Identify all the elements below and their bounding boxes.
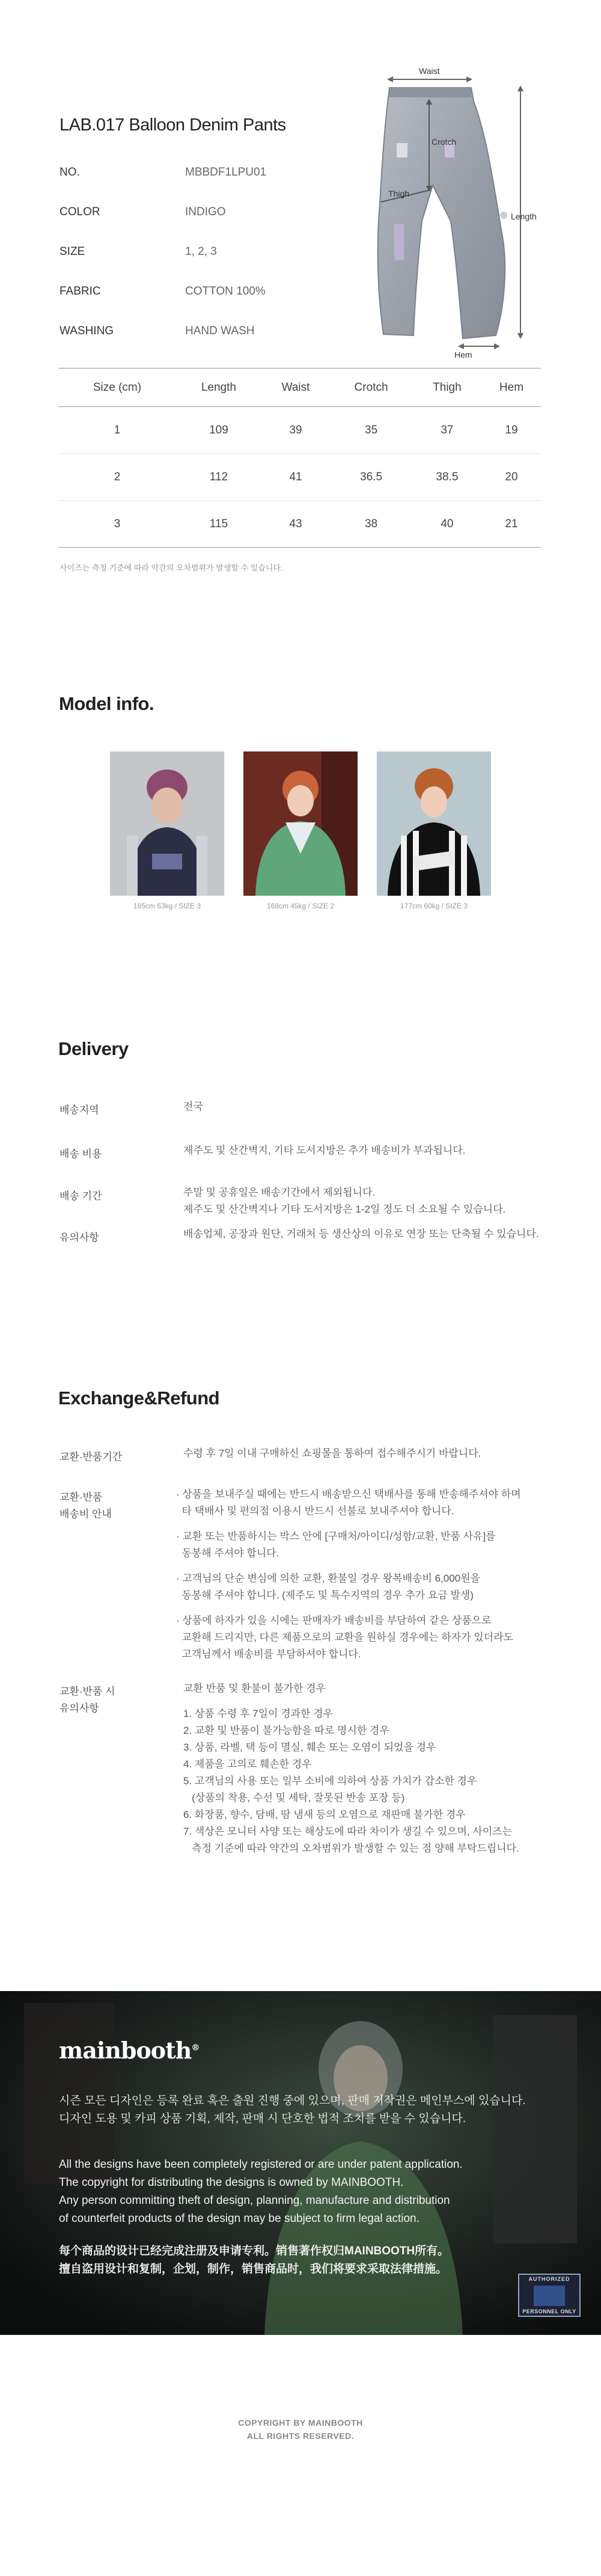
exchange-period-label: 교환·반품기간: [59, 1451, 123, 1463]
spec-value: 1, 2, 3: [185, 245, 217, 258]
copyright-line: 시즌 모든 디자인은 등록 완료 혹은 출원 진행 중에 있으며, 판매 저작권은 메인부스에 있습니다.: [59, 2094, 526, 2107]
delivery-label: 유의사항: [59, 1232, 99, 1243]
copyright-line: 디자인 도용 및 카피 상품 기획, 제작, 판매 시 단호한 법적 조치를 받을 수 있습니다.: [59, 2113, 466, 2125]
table-row: [58, 407, 541, 454]
table-cell: 40: [412, 501, 482, 548]
table-cell: 20: [482, 454, 541, 501]
spec-label: COLOR: [59, 206, 100, 218]
stamp-bottom-text: PERSONNEL ONLY: [522, 2308, 576, 2314]
copyright-line: All the designs have been completely registered or are under patent application.: [59, 2158, 463, 2171]
authorized-stamp: [518, 2274, 581, 2317]
table-row: [58, 501, 541, 548]
stamp-emblem-icon: [534, 2286, 565, 2306]
hem-label: Hem: [454, 350, 472, 359]
caution-label-line: 교환·반품 시: [59, 1686, 115, 1697]
copyright-line: of counterfeit products of the design may be subject to firm legal action.: [59, 2212, 419, 2225]
copyright-english: [59, 2156, 463, 2228]
length-label: Length: [511, 212, 537, 221]
table-cell: 38.5: [412, 454, 482, 501]
shipping-label-line: 교환·반품: [59, 1491, 103, 1503]
delivery-label: 배송 기간: [59, 1190, 102, 1202]
list-item: (상품의 착용, 수선 및 세탁, 잘못된 반송 포장 등): [183, 1792, 405, 1804]
list-item: 4. 제품을 고의로 훼손한 경우: [183, 1758, 312, 1770]
copyright-korean: [59, 2092, 526, 2128]
delivery-label: 배송 비용: [59, 1148, 102, 1160]
table-row: [58, 454, 541, 501]
model-caption: 185cm 63kg / SIZE 3: [133, 902, 201, 910]
table-cell: 115: [176, 501, 261, 548]
list-item: 5. 고객님의 사용 또는 일부 소비에 의하여 상품 가치가 감소한 경우: [183, 1775, 477, 1787]
copyright-line: 擅自盗用设计和复制，企划，制作，销售商品时，我们将要求采取法律措施。: [59, 2263, 448, 2275]
list-item: 7. 색상은 모니터 사양 또는 해상도에 따라 차이가 생길 수 있으며, 사이즈는: [183, 1826, 513, 1837]
caution-label-line: 유의사항: [59, 1703, 99, 1714]
thigh-label: Thigh: [388, 189, 410, 198]
caution-label: [59, 1683, 115, 1717]
size-table: [58, 368, 541, 548]
table-cell: 3: [58, 501, 176, 548]
list-item: 1. 상품 수령 후 7일이 경과한 경우: [183, 1708, 334, 1719]
table-cell: 39: [261, 407, 330, 454]
size-table-header: Size (cm): [58, 369, 176, 407]
copyright-banner: [0, 1991, 601, 2335]
delivery-title: Delivery: [58, 1038, 129, 1059]
list-item: 3. 상품, 라벨, 택 등이 멸실, 훼손 또는 오염이 되었을 경우: [183, 1742, 436, 1753]
waist-label: Waist: [419, 66, 440, 76]
table-cell: 112: [176, 454, 261, 501]
copyright-line-1: COPYRIGHT BY MAINBOOTH: [238, 2418, 363, 2428]
shipping-label: [59, 1489, 112, 1523]
model-caption: 168cm 45kg / SIZE 2: [266, 902, 335, 910]
caution-intro: 교환 반품 및 환불이 불가한 경우: [183, 1683, 326, 1694]
size-table-header: Crotch: [330, 369, 412, 407]
delivery-text: 제주도 및 산간벽지나 기타 도서지방은 1-2일 정도 더 소요될 수 있습니다.: [183, 1204, 506, 1215]
table-cell: 19: [482, 407, 541, 454]
shipping-line: 고객님께서 배송비를 부담하셔야 합니다.: [176, 1648, 361, 1660]
registered-mark: ®: [191, 2043, 200, 2053]
list-item: 2. 교환 및 반품이 불가능함을 따로 명시한 경우: [183, 1725, 389, 1736]
shipping-label-line: 배송비 안내: [59, 1508, 112, 1520]
copyright-line: The copyright for distributing the designs is owned by MAINBOOTH.: [59, 2176, 404, 2189]
table-cell: 35: [330, 407, 412, 454]
model-info-title: Model info.: [59, 693, 154, 714]
size-table-header: Thigh: [412, 369, 482, 407]
size-table-header: Length: [176, 369, 261, 407]
delivery-text: 주말 및 공휴일은 배송기간에서 제외됩니다.: [183, 1187, 376, 1198]
table-cell: 37: [412, 407, 482, 454]
model-caption: 177cm 60kg / SIZE 3: [400, 902, 468, 910]
shipping-line: 교환해 드리지만, 다른 제품으로의 교환을 원하실 경우에는 하자가 있더라도: [176, 1632, 514, 1643]
stamp-top-text: AUTHORIZED: [528, 2276, 570, 2282]
list-item: 6. 화장품, 향수, 담배, 땀 냄새 등의 오염으로 재판매 불가한 경우: [183, 1809, 466, 1820]
delivery-text: 제주도 및 산간벽지, 기타 도서지방은 추가 배송비가 부과됩니다.: [183, 1145, 466, 1156]
table-cell: 36.5: [330, 454, 412, 501]
copyright-chinese: [59, 2242, 449, 2278]
model-photo-1: [110, 751, 224, 896]
list-item: 측정 기준에 따라 약간의 오차범위가 발생할 수 있는 점 양해 부탁드립니다.: [183, 1843, 519, 1854]
spec-value: MBBDF1LPU01: [185, 166, 267, 179]
size-table-header: Waist: [261, 369, 330, 407]
caution-list: [183, 1706, 556, 1857]
copyright-line: Any person committing theft of design, planning, manufacture and distribution: [59, 2194, 450, 2207]
shipping-line: · 고객님의 단순 변심에 의한 교환, 환불일 경우 왕복배송비 6,000원을: [176, 1573, 480, 1584]
brand-name: mainbooth: [59, 2037, 192, 2064]
delivery-text: 전국: [183, 1101, 203, 1112]
table-cell: 1: [58, 407, 176, 454]
spec-label: WASHING: [59, 325, 114, 337]
size-table-header: Hem: [482, 369, 541, 407]
delivery-text: 배송업체, 공장과 원단, 거래처 등 생산상의 이유로 연장 또는 단축될 수 있습니다.: [183, 1228, 539, 1240]
model-photo-2: [243, 751, 358, 896]
spec-value: INDIGO: [185, 206, 226, 218]
shipping-line: · 상품을 보내주실 때에는 반드시 배송받으신 택배사를 통해 반송해주셔야 하며: [176, 1488, 521, 1500]
table-cell: 2: [58, 454, 176, 501]
table-cell: 109: [176, 407, 261, 454]
copyright-line: 每个商品的设计已经完成注册及申请专利。销售著作权归MAINBOOTH所有。: [59, 2245, 450, 2257]
spec-label: SIZE: [59, 245, 85, 258]
spec-label: NO.: [59, 166, 80, 179]
spec-value: HAND WASH: [185, 325, 255, 337]
shipping-line: · 상품에 하자가 있을 시에는 판매자가 배송비를 부담하여 같은 상품으로: [176, 1615, 492, 1626]
spec-label: FABRIC: [59, 285, 101, 298]
exchange-title: Exchange&Refund: [58, 1387, 220, 1409]
brand-logo: [59, 2037, 199, 2064]
pants-measurement-diagram: [367, 65, 553, 366]
table-cell: 41: [261, 454, 330, 501]
shipping-list: [176, 1486, 549, 1663]
shipping-line: 타 택배사 및 편의점 이용시 반드시 선불로 보내주셔야 합니다.: [176, 1505, 454, 1517]
table-cell: 43: [261, 501, 330, 548]
shipping-line: 동봉해 주셔야 합니다. (제주도 및 특수지역의 경우 추가 요금 발생): [176, 1589, 474, 1601]
table-cell: 38: [330, 501, 412, 548]
delivery-label: 배송지역: [59, 1104, 99, 1116]
product-title: LAB.017 Balloon Denim Pants: [59, 115, 286, 135]
copyright-line-2: ALL RIGHTS RESERVED.: [246, 2431, 355, 2441]
shipping-line: 동봉해 주셔야 합니다.: [176, 1547, 279, 1559]
crotch-label: Crotch: [432, 137, 457, 147]
size-note: 사이즈는 측정 기준에 따라 약간의 오차범위가 발생할 수 있습니다.: [59, 563, 283, 572]
table-cell: 21: [482, 501, 541, 548]
spec-value: COTTON 100%: [185, 285, 266, 298]
exchange-period-text: 수령 후 7일 이내 구매하신 쇼핑몰을 통하여 접수해주시기 바랍니다.: [183, 1448, 481, 1459]
size-table-header-row: [58, 369, 541, 407]
model-photo-3: [377, 751, 491, 896]
shipping-line: · 교환 또는 반품하시는 박스 안에 [구매처/아이디/성함/교환, 반품 사유]를: [176, 1531, 496, 1542]
